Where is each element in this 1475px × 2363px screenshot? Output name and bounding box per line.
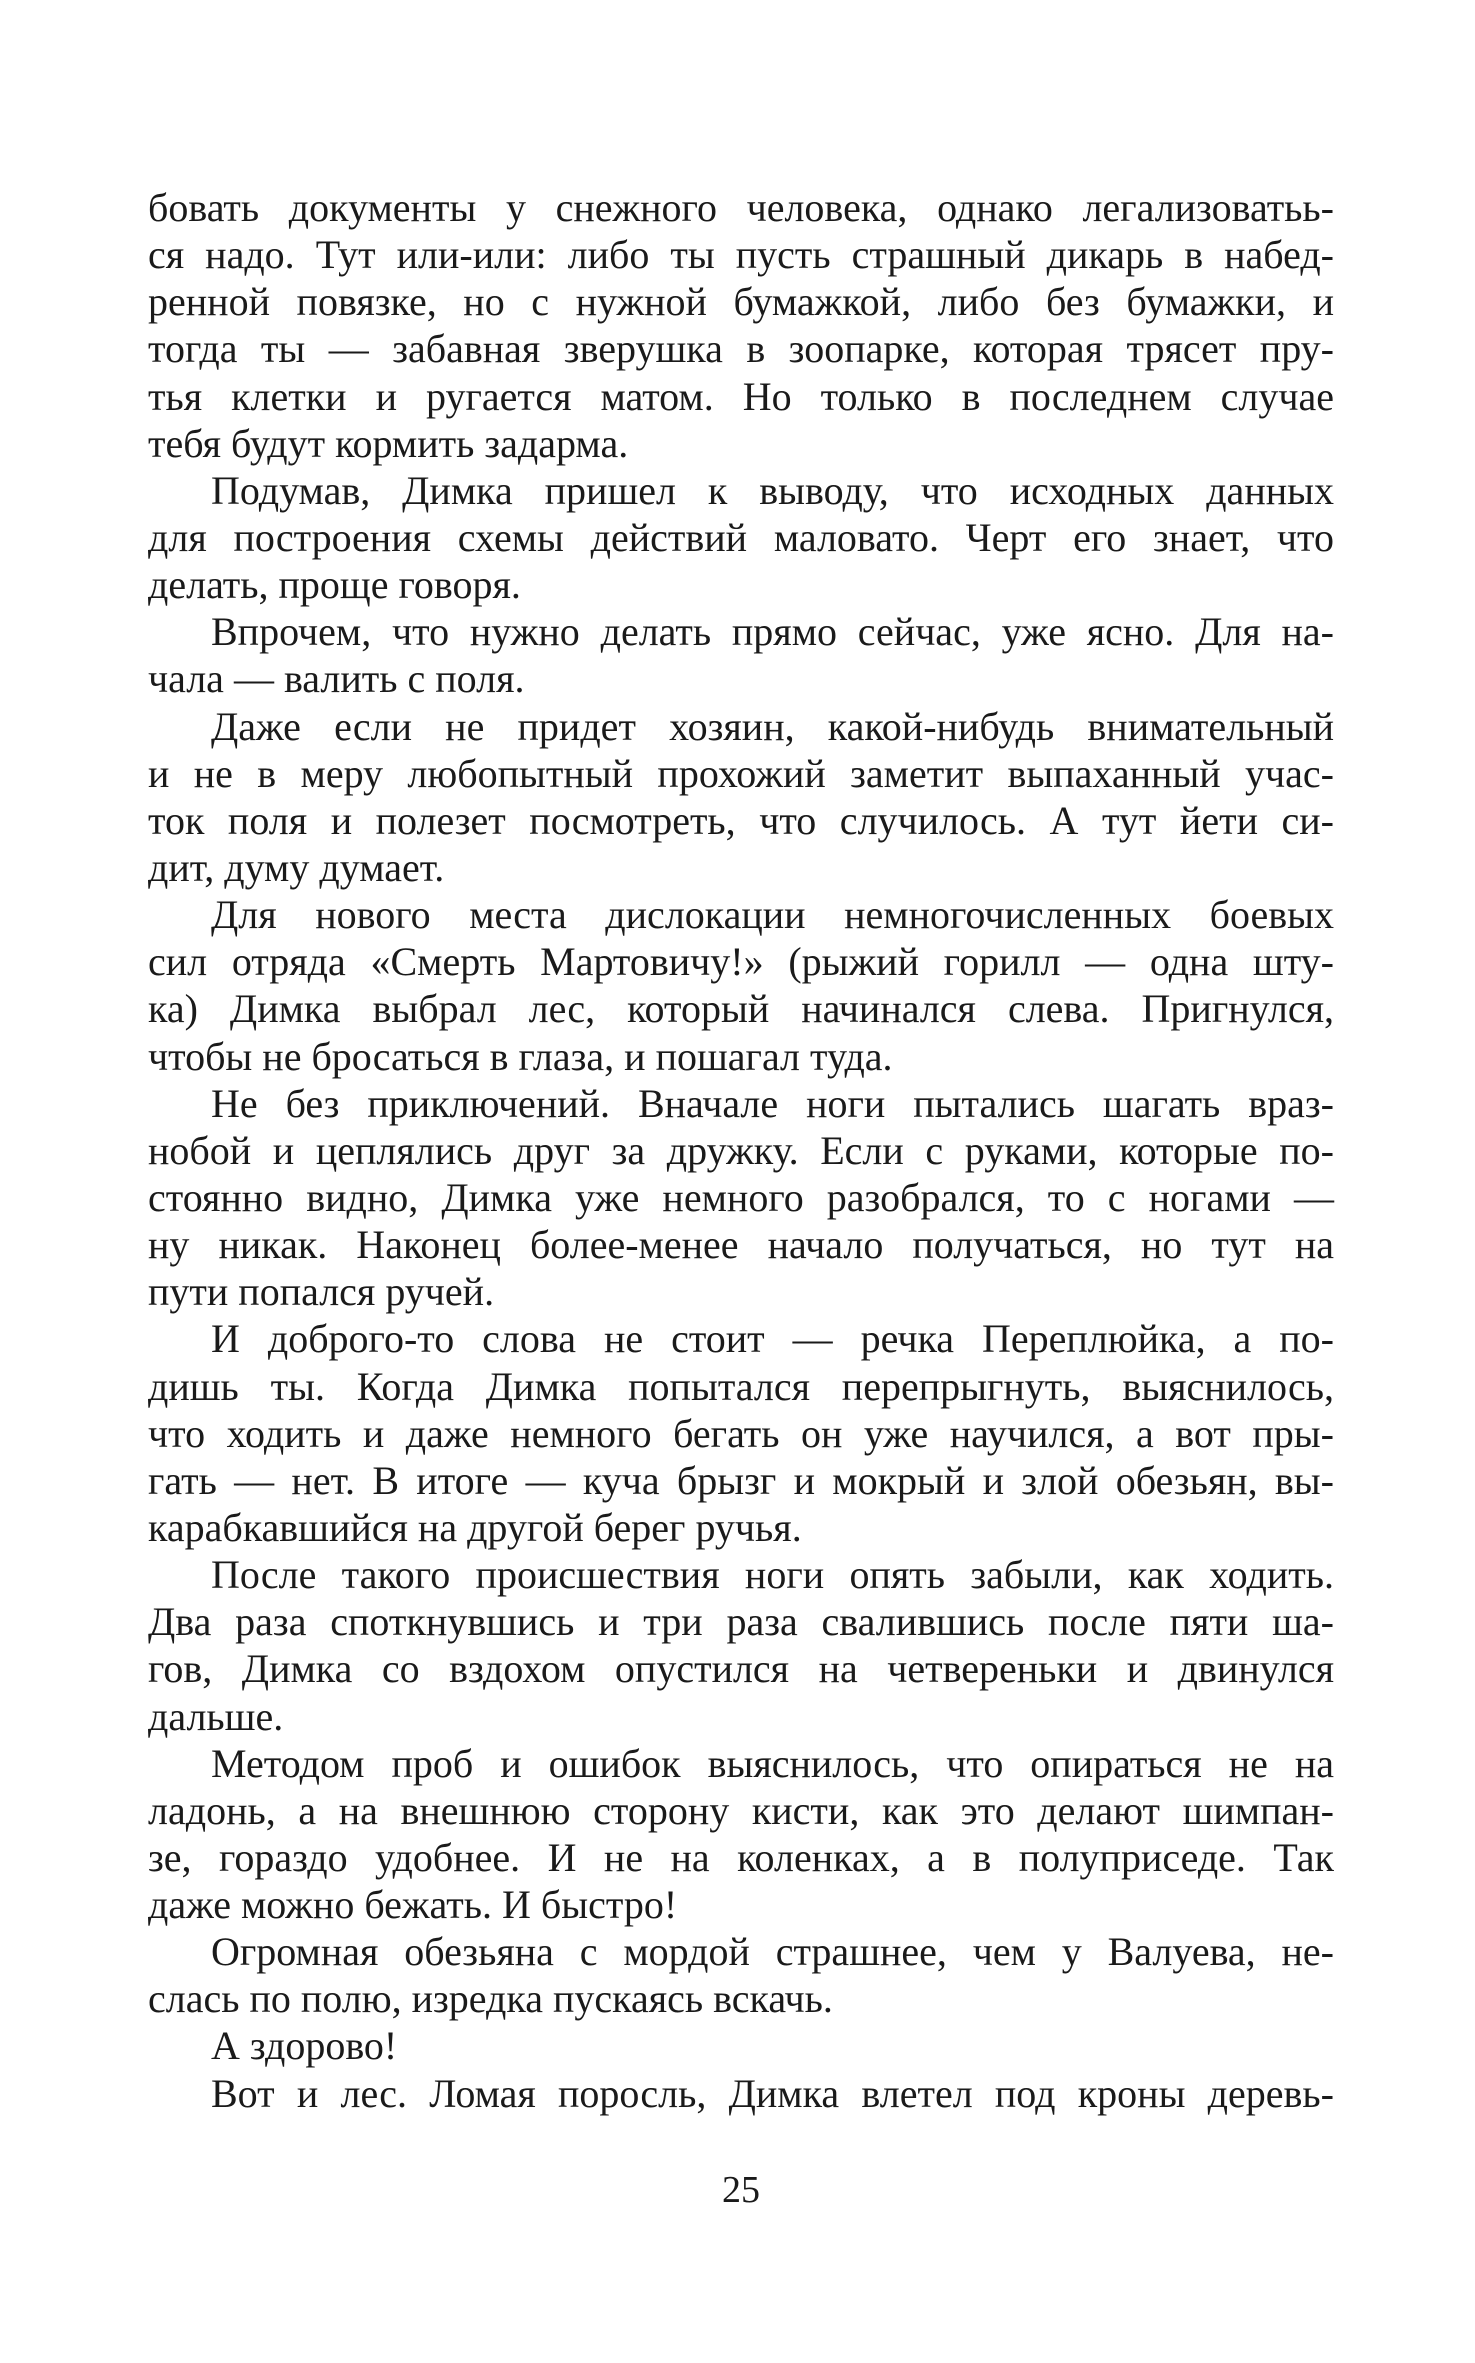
text-line: Впрочем, что нужно делать прямо сейчас, уже ясно. Для на-	[211, 609, 1334, 655]
text-line: Вот и лес. Ломая поросль, Димка влетел под кроны деревь-	[211, 2070, 1334, 2116]
text-line: тогда ты — забавная зверушка в зоопарке, которая трясет пру-	[148, 326, 1334, 372]
text-line: тебя будут кормить задарма.	[148, 420, 629, 466]
text-line: ну никак. Наконец более-менее начало получаться, но тут на	[148, 1222, 1334, 1268]
text-line: Методом проб и ошибок выяснилось, что опираться не на	[211, 1740, 1334, 1786]
text-line: делать, проще говоря.	[148, 562, 521, 608]
text-line: ка) Димка выбрал лес, который начинался слева. Пригнулся,	[148, 986, 1334, 1032]
text-line: Даже если не придет хозяин, какой-нибудь внимательный	[211, 703, 1334, 749]
text-line: ток поля и полезет посмотреть, что случилось. А тут йети си-	[148, 797, 1334, 843]
text-line: гов, Димка со вздохом опустился на четвереньки и двинулся	[148, 1646, 1334, 1692]
text-line: пути попался ручей.	[148, 1269, 495, 1315]
text-line: Огромная обезьяна с мордой страшнее, чем у Валуева, не-	[211, 1929, 1334, 1975]
text-line: Не без приключений. Вначале ноги пытались шагать враз-	[211, 1080, 1334, 1126]
text-line: и не в меру любопытный прохожий заметит выпаханный учас-	[148, 750, 1334, 796]
text-line: зе, гораздо удобнее. И не на коленках, а в полуприседе. Так	[148, 1834, 1334, 1880]
text-line: дит, думу думает.	[148, 844, 445, 890]
text-line: И доброго-то слова не стоит — речка Переплюйка, а по-	[211, 1316, 1334, 1362]
page-number: 25	[722, 2169, 760, 2211]
text-line: ся надо. Тут или-или: либо ты пусть страшный дикарь в набед-	[148, 232, 1334, 278]
text-line: нобой и цеплялись друг за дружку. Если с руками, которые по-	[148, 1127, 1334, 1173]
text-line: дальше.	[148, 1693, 284, 1739]
text-line: что ходить и даже немного бегать он уже научился, а вот пры-	[148, 1410, 1334, 1456]
text-line: После такого происшествия ноги опять забыли, как ходить.	[211, 1552, 1334, 1598]
text-line: чтобы не бросаться в глаза, и пошагал туда.	[148, 1033, 893, 1079]
text-line: чала — валить с поля.	[148, 656, 525, 702]
body-text	[148, 184, 1334, 2117]
text-line: Для нового места дислокации немногочисленных боевых	[211, 892, 1334, 938]
text-line: сил отряда «Смерть Мартовичу!» (рыжий горилл — одна шту-	[148, 939, 1334, 985]
book-page	[148, 184, 1334, 2244]
text-line: дишь ты. Когда Димка попытался перепрыгнуть, выяснилось,	[148, 1363, 1334, 1409]
text-line: тья клетки и ругается матом. Но только в последнем случае	[148, 373, 1334, 419]
text-line: бовать документы у снежного человека, однако легализоватьь-	[148, 185, 1334, 230]
text-line: ренной повязке, но с нужной бумажкой, либо без бумажки, и	[148, 279, 1334, 325]
text-line: Два раза споткнувшись и три раза свалившись после пяти ша-	[148, 1599, 1334, 1645]
text-line: даже можно бежать. И быстро!	[148, 1882, 678, 1928]
text-line: карабкавшийся на другой берег ручья.	[148, 1504, 802, 1550]
text-line: Подумав, Димка пришел к выводу, что исходных данных	[211, 467, 1334, 513]
text-line: ладонь, а на внешнюю сторону кисти, как это делают шимпан-	[148, 1787, 1334, 1833]
text-line: для построения схемы действий маловато. Черт его знает, что	[148, 514, 1334, 560]
text-line: слась по полю, изредка пускаясь вскачь.	[148, 1976, 833, 2022]
text-line: А здорово!	[211, 2023, 398, 2069]
text-line: гать — нет. В итоге — куча брызг и мокрый и злой обезьян, вы-	[148, 1457, 1334, 1503]
text-line: стоянно видно, Димка уже немного разобрался, то с ногами —	[148, 1174, 1334, 1220]
